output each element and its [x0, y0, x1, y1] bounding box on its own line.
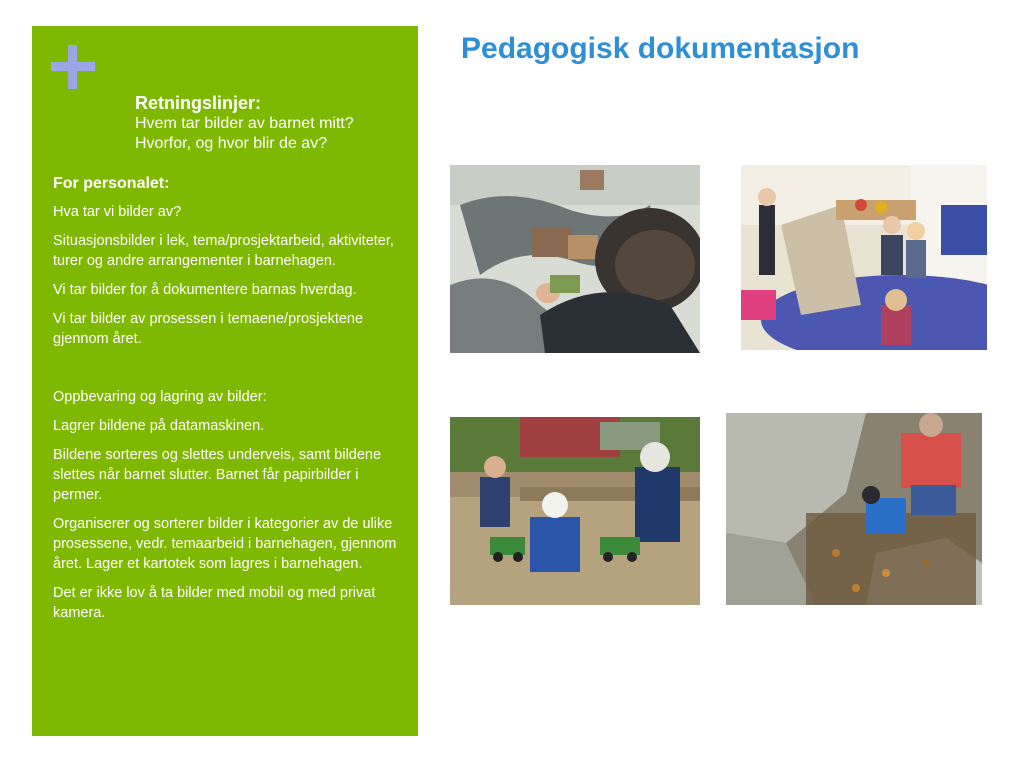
storage-paragraph: Lagrer bildene på datamaskinen.: [53, 418, 265, 434]
guidelines-heading: Retningslinjer:: [135, 93, 262, 113]
guidelines-body: [53, 174, 403, 632]
plus-icon: [51, 45, 95, 89]
guidelines-intro: [135, 92, 354, 154]
photo-children-sandbox: [450, 417, 700, 605]
storage-paragraph: Bildene sorteres og slettes underveis, samt bildene slettes når barnet slutter. Barnet får papirbilder i permer.: [53, 447, 382, 503]
guidelines-question-2: Hvorfor, og hvor blir de av?: [135, 135, 328, 152]
photo-children-indoors: [741, 165, 987, 350]
page-title: Pedagogisk dokumentasjon: [461, 32, 860, 65]
personnel-heading: For personalet:: [53, 175, 170, 192]
storage-paragraph: Det er ikke lov å ta bilder med mobil og med privat kamera.: [53, 585, 376, 621]
personnel-paragraph: Situasjonsbilder i lek, tema/prosjektarbeid, aktiviteter, turer og andre arrangementer i barnehagen.: [53, 233, 394, 269]
personnel-paragraph: Hva tar vi bilder av?: [53, 204, 182, 220]
guidelines-panel: [32, 26, 418, 736]
guidelines-question-1: Hvem tar bilder av barnet mitt?: [135, 115, 354, 132]
storage-paragraph: Organiserer og sorterer bilder i kategorier av de ulike prosessene, vedr. temaarbeid i barnehagen, gjennom året. Lager et kartotek som lagres i barnehagen.: [53, 516, 397, 572]
photo-child-painting: [450, 165, 700, 353]
personnel-paragraph: Vi tar bilder for å dokumentere barnas hverdag.: [53, 282, 357, 298]
storage-heading: Oppbevaring og lagring av bilder:: [53, 389, 267, 405]
photo-rocks-outdoors: [726, 413, 982, 605]
section-spacer: [53, 358, 403, 387]
personnel-paragraph: Vi tar bilder av prosessen i temaene/prosjektene gjennom året.: [53, 311, 364, 347]
